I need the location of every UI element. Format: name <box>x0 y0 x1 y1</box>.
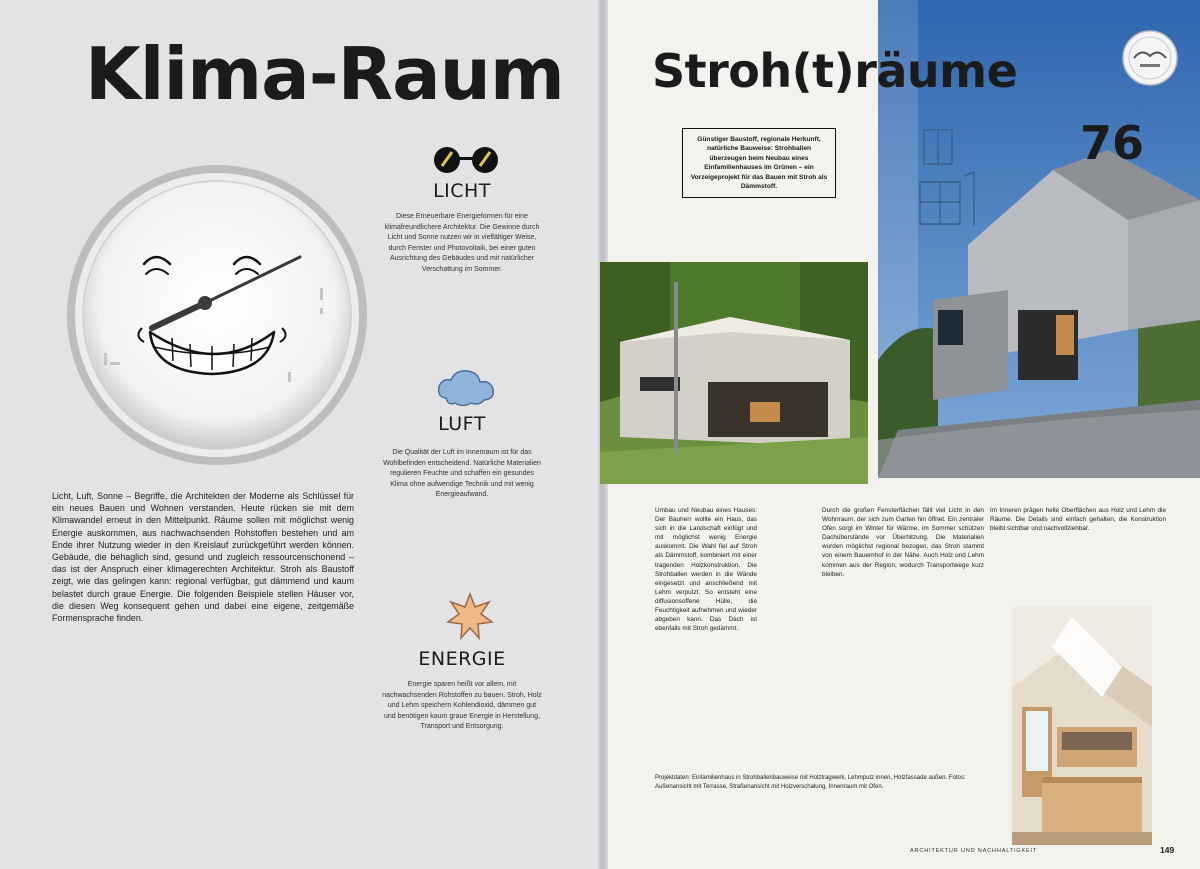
page-number: 76 <box>1080 116 1145 170</box>
photo-captions: Projektdaten: Einfamilienhaus in Strohballenbauweise mit Holztragwerk, Lehmputz innen, Holzfassade außen. Fotos: Außenansicht mit Terrasse, Straßenansicht mit Holzverschalung, Innenraum mit Ofen. <box>655 775 966 790</box>
text-column-2: Durch die großen Fensterflächen fällt viel Licht in den Wohnraum, der sich zum Garten hin öffnet. Ein zentraler Ofen sorgt im Winter für Wärme, im Sommer schützen Dachüberstände vor Überhitzung. Die Materialien wurden möglichst regional bezogen, das Stroh stammt von einem Bauernhof in der Nähe. Auch Holz und Lehm kommen aus der Region, wodurch Transportwege kurz bleiben. <box>822 507 984 578</box>
left-body-text: Licht, Luft, Sonne – Begriffe, die Architekten der Moderne als Schlüssel für ein neues Bauen und Wohnen verstanden. Heute rücken sie mit dem Klimawandel erneut in den Mittelpunkt. Räume sollen mit möglichst wenig Energie auskommen, aus nachwachsenden Rohstoffen bestehen und am Ende ihrer Nutzung wieder in den Kreislauf zurückgeführt werden können. Gebäude, die behaglich sind, gesund und zugleich ressourcenschonend – das ist der Anspruch einer klimagerechten Architektur. Stroh als Baustoff zeigt, wie das gelingen kann: regional verfügbar, gut dämmend und kaum belastet durch graue Energie. Die folgenden Beispiele stellen Häuser vor, die diesen Weg konsequent gehen und dabei eine eigene, zeitgemäße Formensprache finden. <box>52 491 354 624</box>
text-column-3: Im Inneren prägen helle Oberflächen aus Holz und Lehm die Räume. Die Details sind einfach gehalten, die Konstruktion bleibt sichtbar und nachvollziehbar. <box>990 507 1166 533</box>
terrace-photo <box>600 262 868 484</box>
right-page-title: Stroh(t)räume <box>652 44 1018 98</box>
sun-burst-icon <box>446 592 494 640</box>
emblem-badge-icon <box>1120 28 1180 90</box>
cloud-icon <box>436 364 500 406</box>
footer-page-number: 149 <box>1160 845 1175 855</box>
sidebar-text-energie: Energie sparen heißt vor allem, mit nachwachsenden Rohstoffen zu bauen. Stroh, Holz und Lehm speichern Kohlendioxid, dämmen gut und benötigen kaum graue Energie in Herstellung, Transport und Entsorgung. <box>382 681 542 730</box>
sidebar-label-energie: ENERGIE <box>418 648 506 670</box>
sidebar-label-luft: LUFT <box>438 413 486 435</box>
sidebar-label-licht: LICHT <box>433 180 491 202</box>
sidebar-text-luft: Die Qualität der Luft im Innenraum ist für das Wohlbefinden entscheidend. Natürliche Materialien regulieren Feuchte und schaffen ein gesundes Klima ohne aufwendige Technik und mit wenig Energieaufwand. <box>383 449 541 498</box>
glasses-icon <box>430 142 502 178</box>
left-page-title: Klima-Raum <box>85 32 564 116</box>
intro-box: Günstiger Baustoff, regionale Herkunft, natürliche Bauweise: Strohballen überzeugen beim Neubau eines Einfamilienhauses im Grünen – ein Vorzeigeprojekt für das Bauen mit Stroh als Dämmstoff. <box>682 128 836 198</box>
text-column-1: Umbau und Neubau eines Hauses: Der Bauherr wollte ein Haus, das sich in die Landschaft einfügt und mit möglichst wenig Energie auskommt. Die Wahl fiel auf Stroh als Dämmstoff, kombiniert mit einer tragenden Holzkonstruktion. Die Strohballen werden in die Wände eingesetzt und anschließend mit Lehm verputzt. So entsteht eine diffusionsoffene Hülle, die Feuchtigkeit aufnehmen und wieder abgeben kann. Das Dach ist ebenfalls mit Stroh gedämmt. <box>655 507 757 633</box>
floorplan-sketch-icon <box>912 120 982 238</box>
smiling-clock-icon <box>62 160 372 470</box>
sidebar-text-licht: Diese Erneuerbare Energieformen für eine klimafreundlichere Architektur. Die Gewinne durch Licht und Sonne nutzen wir in vielfältiger Weise, durch Fenster und Photovoltaik, bei einer guten Ausrichtung des Gebäudes und mit natürlicher Verschattung im Sommer. <box>384 213 540 273</box>
interior-photo <box>1012 607 1152 845</box>
footer-text: ARCHITEKTUR UND NACHHALTIGKEIT <box>910 848 1038 854</box>
